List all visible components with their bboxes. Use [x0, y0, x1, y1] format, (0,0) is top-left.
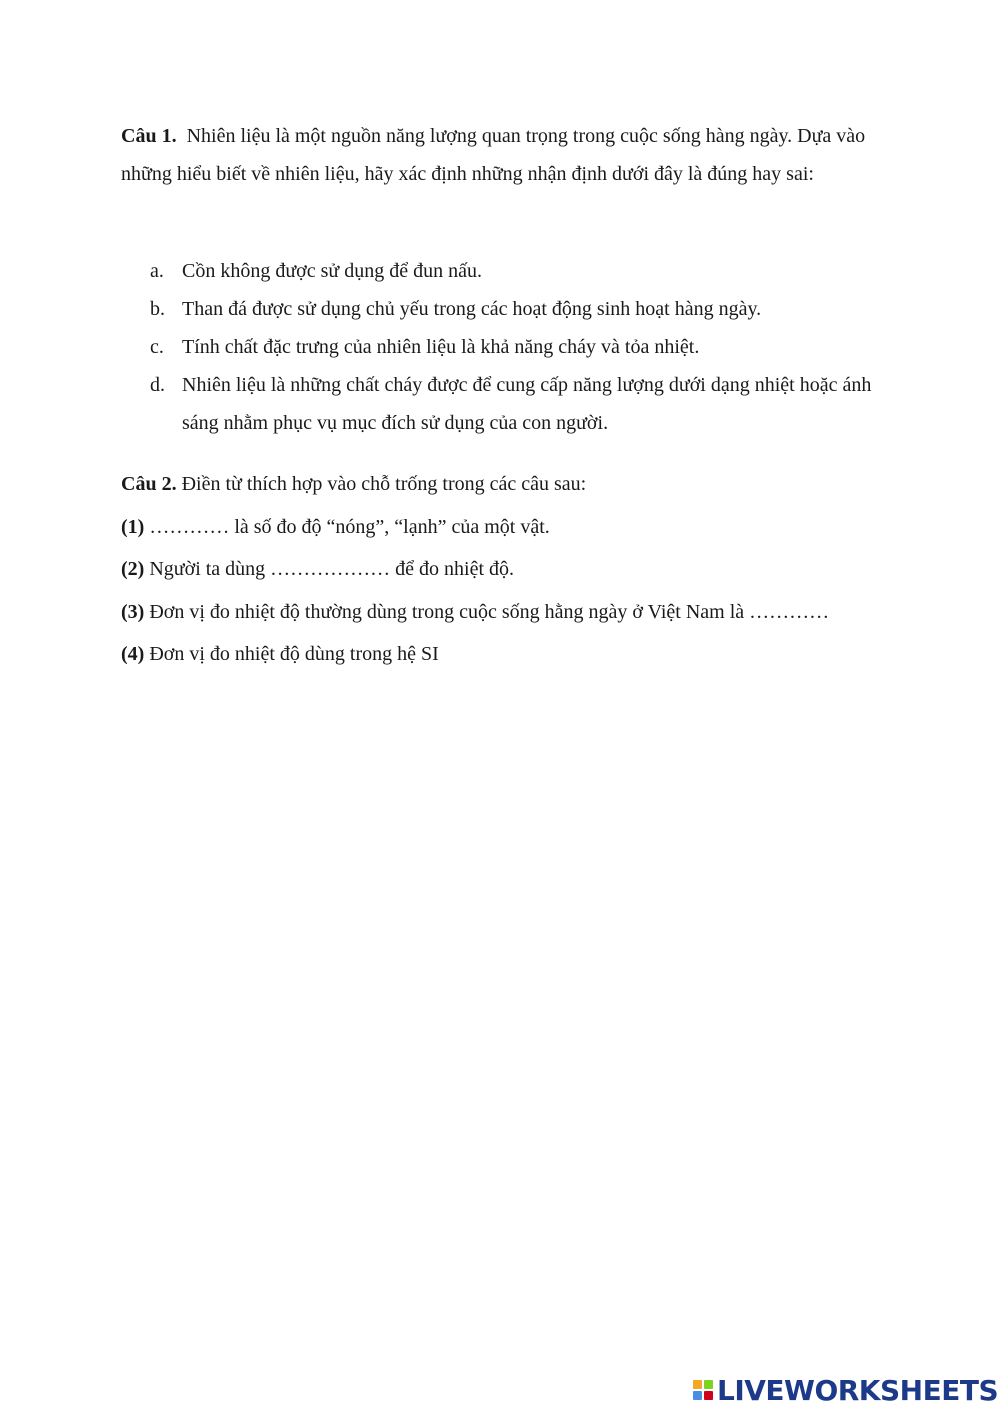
option-letter: c. [150, 336, 164, 358]
option-letter: a. [150, 260, 164, 282]
question-1-options [150, 252, 880, 442]
question-2-text: Điền từ thích hợp vào chỗ trống trong các câu sau: [181, 473, 587, 495]
option-text: Than đá được sử dụng chủ yếu trong các hoạt động sinh hoạt hàng ngày. [182, 298, 762, 320]
fill-item-2 [121, 550, 901, 593]
fill-item-text: Đơn vị đo nhiệt độ thường dùng trong cuộc sống hằng ngày ở Việt Nam là ………… [149, 600, 830, 623]
question-1-label: Câu 1. [121, 125, 177, 147]
option-a [150, 252, 880, 290]
option-text: Nhiên liệu là những chất cháy được để cung cấp năng lượng dưới dạng nhiệt hoặc ánh sáng nhằm phục vụ mục đích sử dụng của con người. [182, 374, 872, 434]
question-1-text: Nhiên liệu là một nguồn năng lượng quan trọng trong cuộc sống hàng ngày. Dựa vào những hiểu biết về nhiên liệu, hãy xác định những nhận định dưới đây là đúng hay sai: [121, 125, 866, 185]
option-letter: d. [150, 374, 165, 396]
option-letter: b. [150, 298, 165, 320]
question-2-label: Câu 2. [121, 473, 177, 495]
fill-item-number: (3) [121, 600, 145, 623]
fill-item-text: Đơn vị đo nhiệt độ dùng trong hệ SI [149, 643, 439, 665]
fill-item-text: ………… là số đo độ “nóng”, “lạnh” của một vật. [149, 515, 550, 538]
logo-square-icon [704, 1391, 713, 1400]
fill-item-number: (1) [121, 515, 145, 538]
logo-square-icon [693, 1380, 702, 1389]
liveworksheets-logo [693, 1374, 998, 1406]
logo-square-icon [693, 1391, 702, 1400]
question-1 [121, 117, 881, 193]
fill-item-4 [121, 635, 901, 678]
option-d [150, 366, 880, 442]
option-c [150, 328, 880, 366]
fill-item-number: (2) [121, 558, 145, 580]
logo-text: LIVEWORKSHEETS [717, 1373, 999, 1407]
fill-item-text: Người ta dùng ……………… để đo nhiệt độ. [149, 558, 515, 580]
option-b [150, 290, 880, 328]
logo-square-icon [704, 1380, 713, 1389]
logo-grid-icon [693, 1380, 713, 1400]
question-2-heading [121, 465, 901, 508]
option-text: Tính chất đặc trưng của nhiên liệu là khả năng cháy và tỏa nhiệt. [182, 336, 700, 358]
fill-item-number: (4) [121, 643, 145, 665]
question-2 [121, 465, 901, 678]
fill-item-1 [121, 508, 901, 551]
option-text: Cồn không được sử dụng để đun nấu. [182, 260, 483, 282]
fill-item-3 [121, 593, 901, 636]
